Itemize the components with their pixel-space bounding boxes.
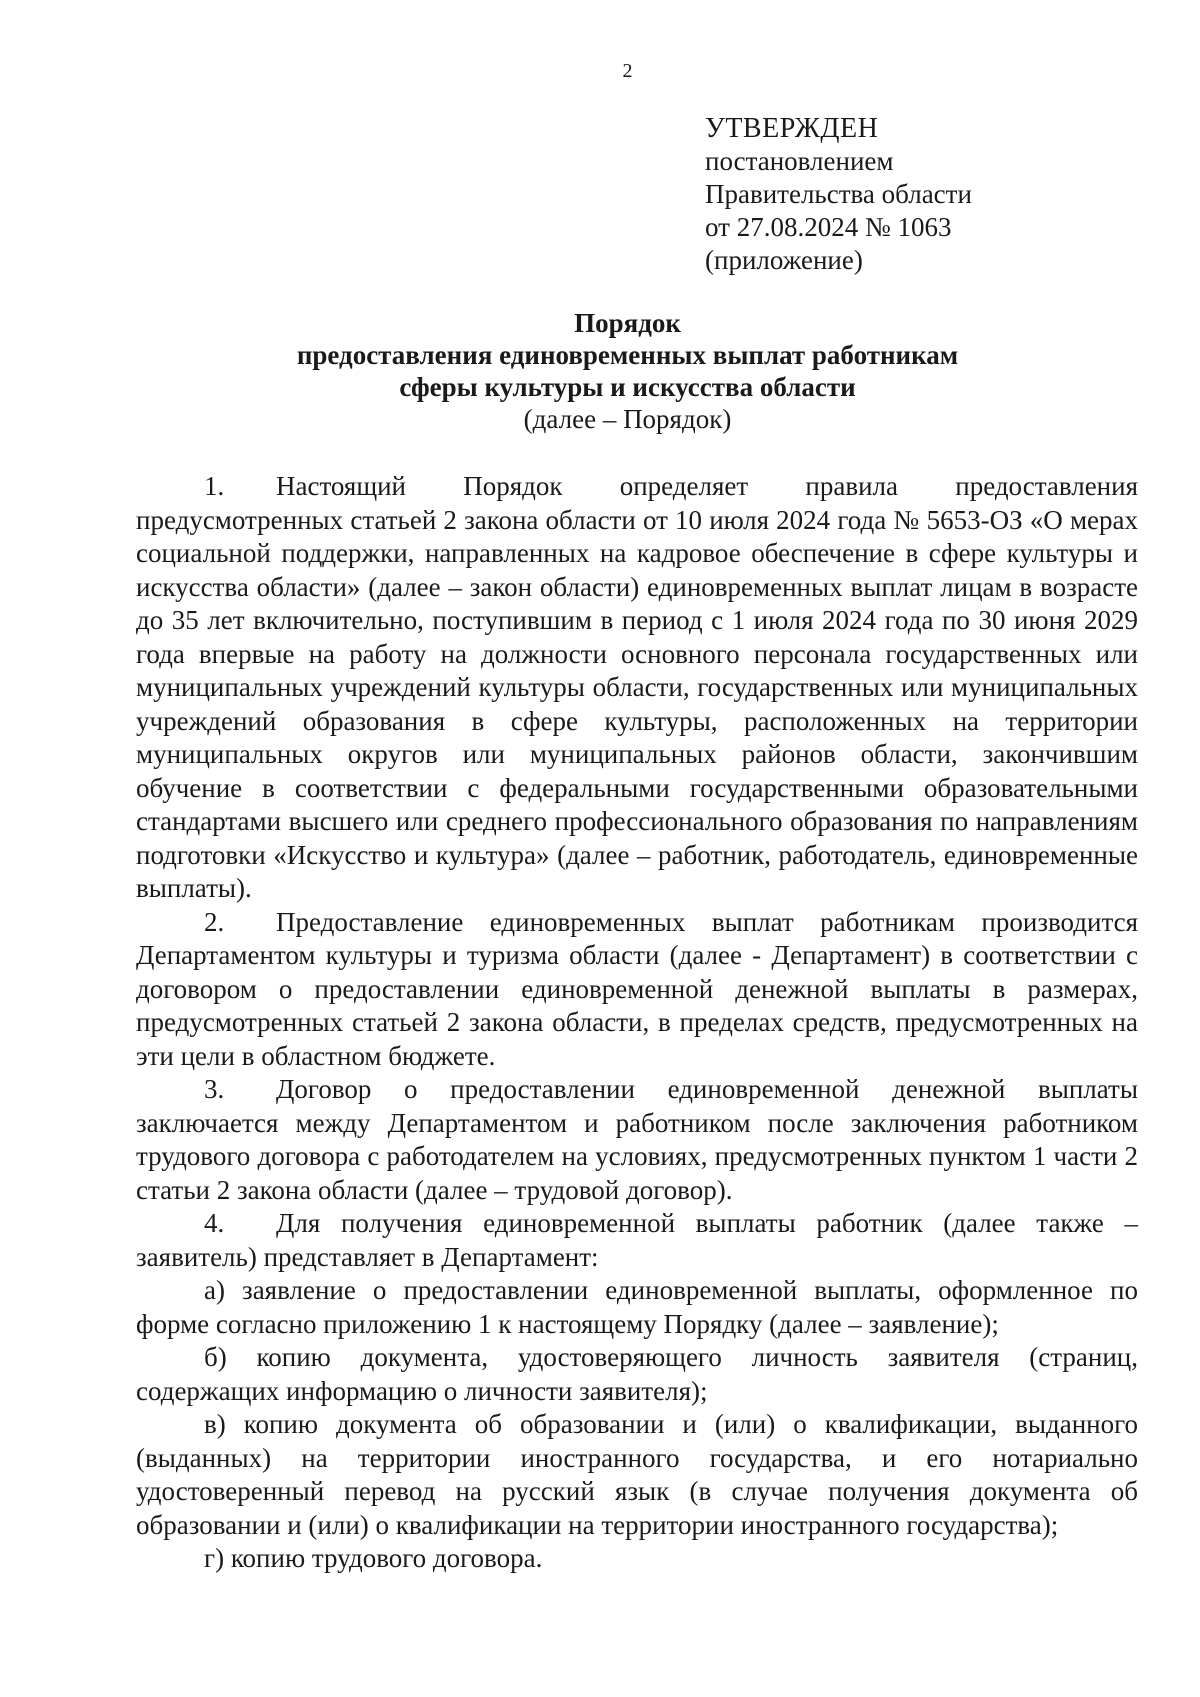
title-line: Порядок xyxy=(574,308,681,338)
paragraph-number: 4. xyxy=(204,1208,225,1238)
document-title xyxy=(0,307,1200,435)
subitem: б) копию документа, удостоверяющего личность заявителя (страниц, содержащих информацию о личности заявителя); xyxy=(136,1342,1138,1406)
paragraph-text: Договор о предоставлении единовременной денежной выплаты заключается между Департаментом и работником после заключения работником трудового договора с работодателем на условиях, предусмотренных пунктом 1 части 2 статьи 2 закона области (далее – трудовой договор). xyxy=(136,1074,1138,1205)
paragraph-text: Для получения единовременной выплаты работник (далее также – заявитель) представляет в Департамент: xyxy=(136,1208,1138,1272)
paragraph xyxy=(136,1073,1138,1207)
subitem: а) заявление о предоставлении единовременной выплаты, оформленное по форме согласно приложению 1 к настоящему Порядку (далее – заявление); xyxy=(136,1275,1138,1339)
subitem: г) копию трудового договора. xyxy=(204,1543,543,1573)
approval-line: Правительства области xyxy=(705,179,972,209)
paragraph-number: 1. xyxy=(204,471,225,501)
paragraph-number: 3. xyxy=(204,1074,225,1104)
paragraph xyxy=(136,1207,1138,1274)
approval-line: постановлением xyxy=(705,146,894,176)
title-note: (далее – Порядок) xyxy=(523,404,732,434)
paragraph xyxy=(136,470,1138,906)
subitem: в) копию документа об образовании и (или) о квалификации, выданного (выданных) на территории иностранного государства, и его нотариально удостоверенный перевод на русский язык (в случае получения документа об образовании и (или) о квалификации на территории иностранного государства); xyxy=(136,1409,1138,1540)
title-line: предоставления единовременных выплат работникам xyxy=(296,340,959,370)
approval-line: (приложение) xyxy=(705,245,863,275)
title-line: сферы культуры и искусства области xyxy=(399,372,856,402)
paragraph xyxy=(136,906,1138,1074)
paragraph-text: Предоставление единовременных выплат работникам производится Департаментом культуры и туризма области (далее - Департамент) в соответствии с договором о предоставлении единовременной денежной выплаты в размерах, предусмотренных статьей 2 закона области, в пределах средств, предусмотренных на эти цели в областном бюджете. xyxy=(136,906,1138,1071)
paragraph-number: 2. xyxy=(204,906,225,937)
page-number: 2 xyxy=(622,60,633,82)
paragraph-text: Настоящий Порядок определяет правила предоставления предусмотренных статьей 2 закона области от 10 июля 2024 года № 5653-ОЗ «О мерах социальной поддержки, направленных на кадровое обеспечение в сфере культуры и искусства области» (далее – закон области) единовременных выплат лицам в возрасте до 35 лет включительно, поступившим в период с 1 июля 2024 года по 30 июня 2029 года впервые на работу на должности основного персонала государственных или муниципальных учреждений культуры области, государственных или муниципальных учреждений образования в сфере культуры, расположенных на территории муниципальных округов или муниципальных районов области, закончившим обучение в соответствии с федеральными государственными образовательными стандартами высшего или среднего профессионального образования по направлениям подготовки «Искусство и культура» (далее – работник, работодатель, единовременные выплаты). xyxy=(136,471,1138,903)
document-body xyxy=(136,470,1138,1576)
approval-line: от 27.08.2024 № 1063 xyxy=(705,212,952,242)
approval-block xyxy=(705,112,972,277)
approval-stamp: УТВЕРЖДЕН xyxy=(705,113,879,144)
